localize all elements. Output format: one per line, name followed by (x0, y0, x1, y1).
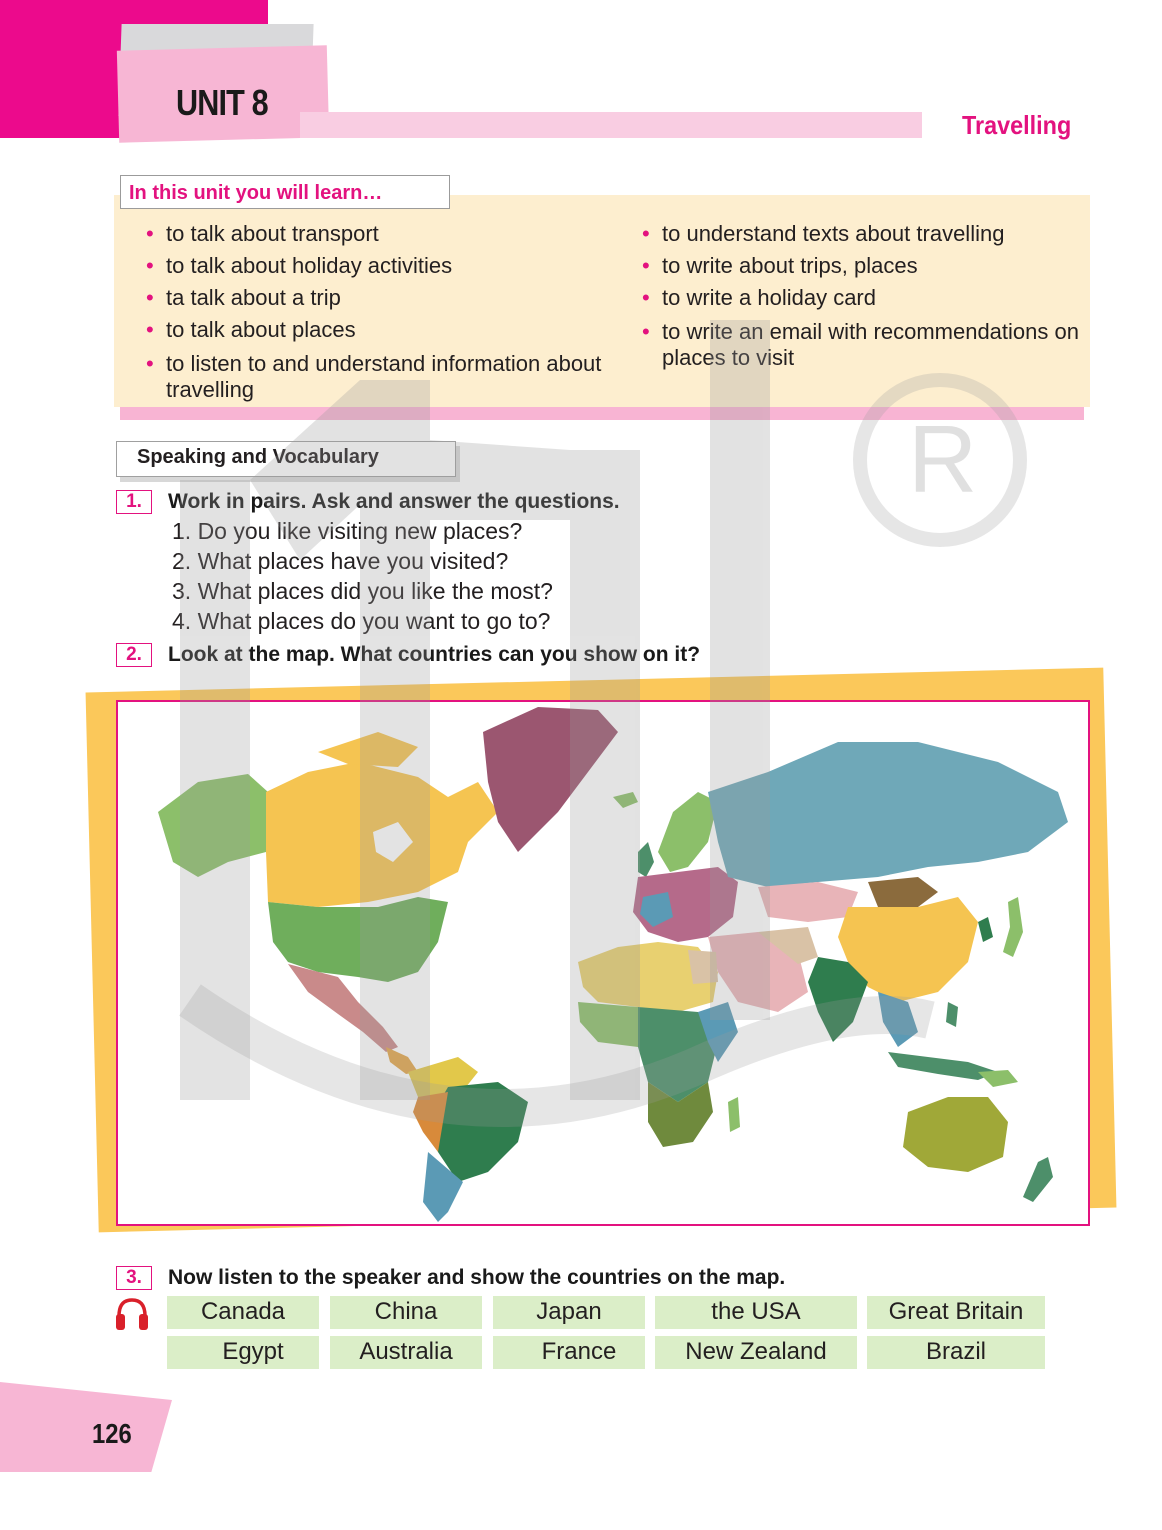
question-item: 1. Do you like visiting new places? (172, 518, 523, 544)
map-region-egypt (688, 950, 718, 984)
map-region-philippines (946, 1002, 958, 1027)
word-card: Brazil (867, 1336, 1045, 1369)
word-card: Canada (167, 1296, 319, 1329)
page-number: 126 (92, 1418, 132, 1449)
learn-item: • to talk about holiday activities (146, 250, 616, 282)
map-region-russia (708, 742, 1068, 887)
word-card: Great Britain (867, 1296, 1045, 1329)
word-card: Australia (330, 1336, 482, 1369)
word-card: Egypt (167, 1336, 319, 1369)
question-item: 4. What places do you want to go to? (172, 608, 551, 634)
learn-item: • to write an email with recommendations on places to visit (642, 319, 1082, 371)
exercise-2-title: Look at the map. What countries can you show on it? (168, 643, 701, 666)
map-region-mongolia (868, 877, 938, 907)
section-heading: Speaking and Vocabulary (116, 441, 456, 477)
map-region-iceland (613, 792, 638, 808)
word-card: New Zealand (655, 1336, 857, 1369)
map-region-papua (978, 1070, 1018, 1087)
question-item: 2. What places have you visited? (172, 548, 509, 574)
exercise-3-number: 3. (116, 1266, 152, 1290)
learn-item: • to talk about transport (146, 218, 616, 250)
exercise-3-title: Now listen to the speaker and show the countries on the map. (168, 1266, 786, 1289)
world-map[interactable] (116, 700, 1090, 1226)
exercise-1-number: 1. (116, 490, 152, 514)
learn-item: • to write about trips, places (642, 250, 1082, 282)
word-card: the USA (655, 1296, 857, 1329)
exercise-2-number: 2. (116, 643, 152, 667)
map-region-indonesia (888, 1052, 998, 1080)
word-card: Japan (493, 1296, 645, 1329)
learn-label: In this unit you will learn… (120, 175, 450, 209)
footer-pink-tab (0, 1382, 172, 1472)
learn-item: • to talk about places (146, 314, 616, 346)
map-region-madagascar (728, 1097, 740, 1132)
map-region-central-america (386, 1047, 418, 1074)
exercise-1-title: Work in pairs. Ask and answer the questions. (168, 490, 620, 513)
learn-item: • to understand texts about travelling (642, 218, 1082, 250)
map-region-kazakhstan (758, 882, 858, 922)
map-region-korea (978, 917, 993, 942)
unit-topic: Travelling (962, 110, 1072, 140)
world-map-svg (118, 702, 1088, 1224)
question-item: 3. What places did you like the most? (172, 578, 553, 604)
map-region-new-zealand (1023, 1157, 1053, 1202)
learn-column-right (642, 218, 1082, 371)
svg-text:R: R (908, 406, 978, 513)
word-card: China (330, 1296, 482, 1329)
map-region-greenland (483, 707, 618, 852)
map-region-alaska (158, 774, 268, 877)
headphones-icon[interactable] (114, 1296, 150, 1332)
learn-item: • to write a holiday card (642, 282, 1082, 314)
map-region-canada-islands (318, 732, 418, 767)
learn-item: • to listen to and understand information about travelling (146, 351, 616, 403)
map-region-australia (903, 1097, 1008, 1172)
map-region-scandinavia (658, 792, 718, 872)
header-band (300, 112, 922, 138)
map-region-southeast-asia (878, 992, 918, 1047)
map-region-japan (1003, 897, 1023, 957)
learn-column-left (146, 218, 616, 403)
word-card: France (493, 1336, 645, 1369)
map-region-great-britain (638, 842, 654, 877)
unit-title: UNIT 8 (176, 82, 268, 123)
learn-item: • ta talk about a trip (146, 282, 616, 314)
question-list (172, 516, 553, 636)
